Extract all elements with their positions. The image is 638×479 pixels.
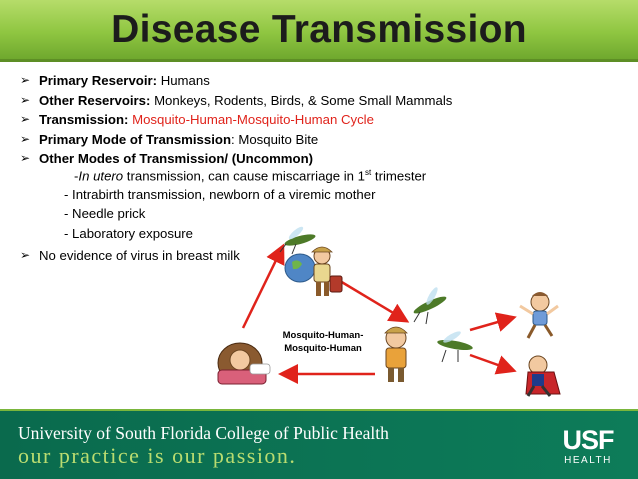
bullet-text: Humans: [157, 73, 210, 88]
sub-item-needle: - Needle prick: [64, 206, 146, 221]
bullet-label: Primary Reservoir:: [39, 73, 158, 88]
bullet-label: Other Reservoirs:: [39, 92, 151, 108]
cycle-label: [258, 329, 388, 355]
sub-prefix: -: [74, 168, 79, 184]
sub-end: trimester: [371, 168, 427, 184]
logo-usf-text: USF: [562, 425, 614, 455]
footer-institution: University of South Florida College of Public Health: [18, 423, 389, 443]
bullet-text: Monkeys, Rodents, Birds, & Some Small Mammals: [150, 92, 453, 108]
sub-item-intrabirth: - Intrabirth transmission, newborn of a viremic mother: [64, 187, 376, 202]
sub-sup: st: [365, 168, 372, 177]
arrow-bullet-icon: ➢: [20, 151, 31, 165]
sub-italic: In utero: [78, 168, 124, 184]
bullet-label: Primary Mode of Transmission: [39, 131, 232, 147]
bullet-text: No evidence of virus in breast milk: [39, 247, 240, 263]
cycle-arrow: [243, 248, 282, 328]
arrow-bullet-icon: ➢: [20, 112, 31, 126]
footer-banner: [0, 409, 638, 479]
cycle-arrow: [470, 355, 512, 370]
sub-text: transmission, can cause miscarriage in 1: [123, 168, 366, 184]
bullet-text: : Mosquito Bite: [231, 131, 319, 147]
cycle-arrow: [340, 281, 405, 320]
mosquito-icon: [412, 286, 448, 324]
slide-title: Disease Transmission: [111, 8, 527, 51]
sub-item-lab: - Laboratory exposure: [64, 226, 194, 241]
running-person-icon: [520, 292, 558, 338]
bullet-text: Mosquito-Human-Mosquito-Human Cycle: [128, 112, 374, 127]
cycle-label-line-2: Mosquito-Human: [284, 343, 362, 354]
bitten-person-icon: [385, 327, 407, 382]
traveler-figure-icon: [285, 247, 342, 296]
arrow-bullet-icon: ➢: [20, 247, 31, 262]
arrow-bullet-icon: ➢: [20, 92, 31, 107]
usf-health-logo: [557, 425, 619, 469]
mosquito-icon: [280, 225, 316, 254]
cycle-label-line-1: Mosquito-Human-: [282, 330, 364, 341]
bullet-label: Transmission:: [39, 112, 129, 127]
bullet-label: Other Modes of Transmission/ (Uncommon): [39, 151, 314, 166]
logo-health-text: HEALTH: [564, 455, 612, 466]
footer-tagline: our practice is our passion.: [18, 443, 297, 468]
cycle-arrow: [470, 318, 512, 330]
fleeing-person-icon: [526, 356, 560, 396]
arrow-bullet-icon: ➢: [20, 131, 31, 146]
mosquito-icon: [437, 329, 474, 362]
arrow-bullet-icon: ➢: [20, 73, 31, 87]
